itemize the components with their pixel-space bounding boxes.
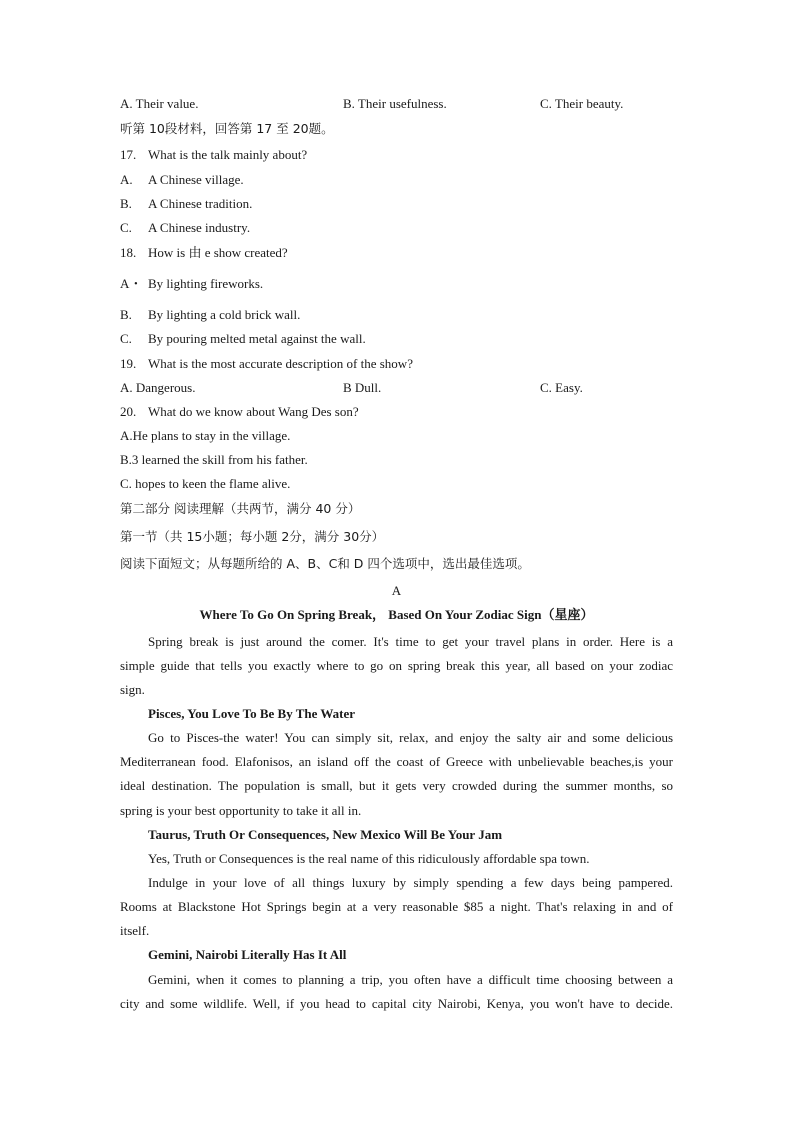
- q18-option-a: [120, 276, 263, 292]
- section1-heading: 第一节（共 15小题；每小题 2分，满分 30分）: [120, 529, 385, 544]
- q16-option-b: B. Their usefulness.: [343, 96, 447, 111]
- gemini-heading: Gemini, Nairobi Literally Has It All: [148, 947, 347, 962]
- q20-text: What do we know about Wang Des son?: [148, 404, 359, 419]
- q20-question: [120, 404, 359, 420]
- q17-number: 17.: [120, 147, 137, 162]
- q17-option-a: [120, 172, 244, 188]
- taurus-line-3: Rooms at Blackstone Hot Springs begin at a very reasonable $85 a night. That's relaxing in and of: [120, 899, 673, 914]
- q19-option-c: C. Easy.: [540, 380, 583, 395]
- q16-option-a: A. Their value.: [120, 96, 199, 111]
- section10-heading: 听第 10段材料，回答第 17 至 20题。: [120, 121, 334, 136]
- part2-heading: 第二部分 阅读理解（共两节，满分 40 分）: [120, 501, 361, 516]
- option-text: A Chinese tradition.: [148, 196, 253, 211]
- q20-option-b: B.3 learned the skill from his father.: [120, 452, 308, 467]
- q17-option-b: [120, 196, 252, 212]
- pisces-line-3: ideal destination. The population is small, but it gets very crowded during the summer months, so: [120, 778, 673, 793]
- option-text: By lighting a cold brick wall.: [148, 307, 301, 322]
- q18-text: How is 由 e show created?: [148, 245, 288, 260]
- q20-number: 20.: [120, 404, 137, 419]
- q17-question: [120, 147, 307, 163]
- option-letter: A.: [120, 172, 133, 187]
- option-letter: C.: [120, 220, 132, 235]
- option-text: By pouring melted metal against the wall.: [148, 331, 366, 346]
- option-text: By lighting fireworks.: [148, 276, 264, 291]
- q19-option-a: A. Dangerous.: [120, 380, 196, 395]
- taurus-line-2: Indulge in your love of all things luxury by simply spending a few days being pampered.: [148, 875, 673, 890]
- q20-option-a: A.He plans to stay in the village.: [120, 428, 291, 443]
- intro-line-2: simple guide that tells you exactly where to go on spring break this year, all based on your zodiac: [120, 658, 673, 673]
- q19-number: 19.: [120, 356, 137, 371]
- option-letter: C.: [120, 331, 132, 346]
- gemini-line-2: city and some wildlife. Well, if you head to capital city Nairobi, Kenya, you won't have to decide.: [120, 996, 673, 1011]
- q17-text: What is the talk mainly about?: [148, 147, 308, 162]
- reading-instructions: 阅读下面短文；从每题所给的 A、B、C和 D 四个选项中，选出最佳选项。: [120, 556, 530, 571]
- option-text: A Chinese village.: [148, 172, 244, 187]
- q18-question: [120, 245, 288, 261]
- pisces-line-4: spring is your best opportunity to take it all in.: [120, 803, 362, 818]
- pisces-heading: Pisces, You Love To Be By The Water: [148, 706, 356, 721]
- q18-option-c: [120, 331, 366, 347]
- option-letter: B.: [120, 307, 132, 322]
- q16-option-c: C. Their beauty.: [540, 96, 624, 111]
- taurus-line-4: itself.: [120, 923, 150, 938]
- q17-option-c: [120, 220, 250, 236]
- option-letter: A・: [120, 276, 143, 291]
- option-letter: B.: [120, 196, 132, 211]
- taurus-heading: Taurus, Truth Or Consequences, New Mexico Will Be Your Jam: [148, 827, 503, 842]
- taurus-line-1: Yes, Truth or Consequences is the real name of this ridiculously affordable spa town.: [148, 851, 590, 866]
- intro-line-1: Spring break is just around the comer. It's time to get your travel plans in order. Here is a: [148, 634, 673, 649]
- pisces-line-2: Mediterranean food. Elafonisos, an island off the coast of Greece with unbelievable beaches,is your: [120, 754, 673, 769]
- passage-title: Where To Go On Spring Break， Based On Your Zodiac Sign（星座）: [199, 607, 594, 622]
- gemini-line-1: Gemini, when it comes to planning a trip, you often have a difficult time choosing between a: [148, 972, 673, 987]
- intro-line-3: sign.: [120, 682, 145, 697]
- passage-letter: A: [391, 583, 402, 598]
- q20-option-c: C. hopes to keen the flame alive.: [120, 476, 291, 491]
- q19-question: [120, 356, 413, 372]
- q19-option-b: B Dull.: [343, 380, 382, 395]
- option-text: A Chinese industry.: [148, 220, 251, 235]
- q18-option-b: [120, 307, 300, 323]
- q19-text: What is the most accurate description of the show?: [148, 356, 413, 371]
- q18-number: 18.: [120, 245, 137, 260]
- pisces-line-1: Go to Pisces-the water! You can simply sit, relax, and enjoy the salty air and some delicious: [148, 730, 673, 745]
